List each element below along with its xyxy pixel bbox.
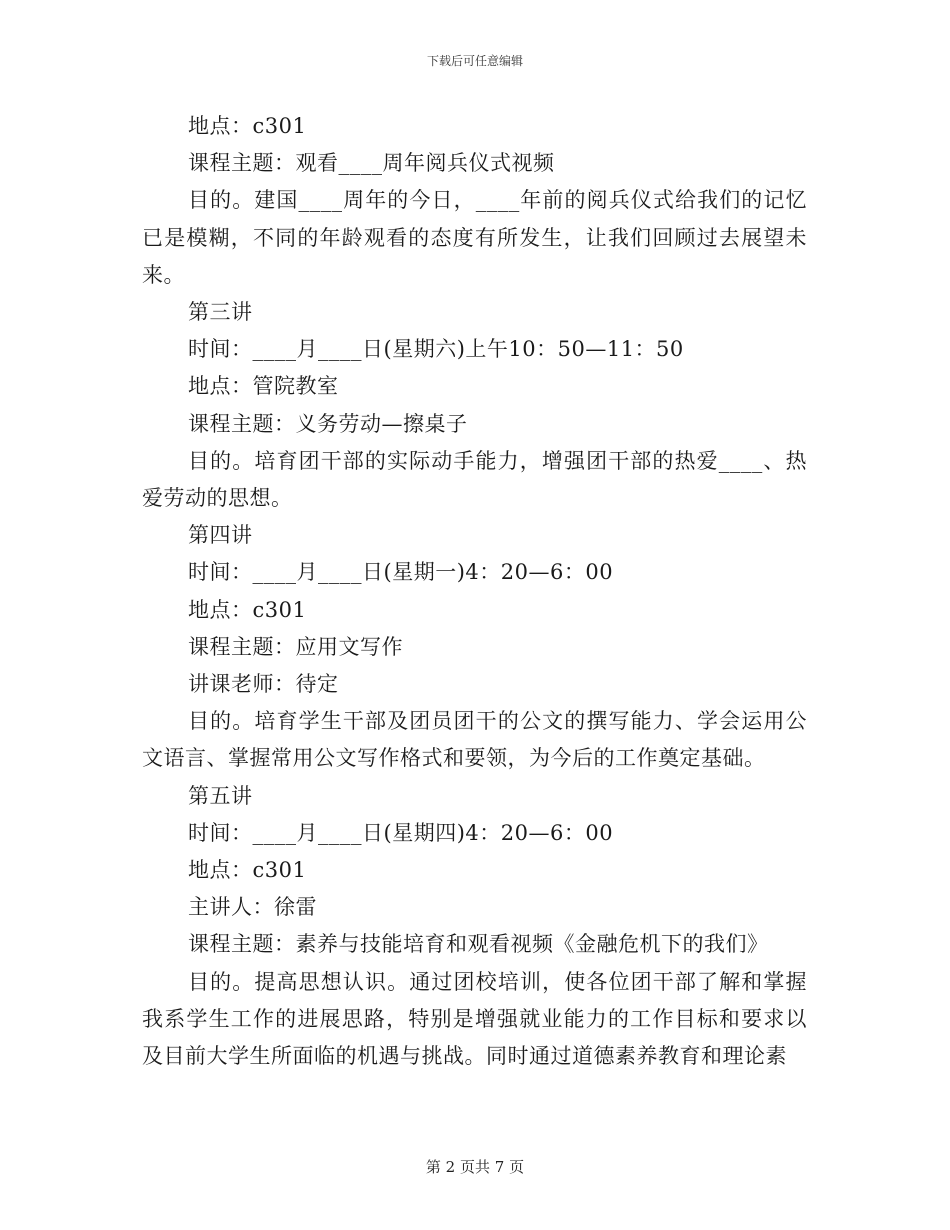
page-footer: 第 2 页共 7 页 xyxy=(425,1158,525,1176)
page-header: 下载后可任意编辑 xyxy=(426,54,523,68)
lecture-heading-5: 第五讲 xyxy=(188,783,253,808)
lecture-heading-4: 第四讲 xyxy=(188,523,253,548)
paragraph-location: 地点：管院教室 xyxy=(188,374,339,399)
document-body xyxy=(142,108,807,1075)
paragraph-purpose: 目的。提高思想认识。通过团校培训，使各位团干部了解和掌握我系学生工作的进展思路，特别是增强就业能力的工作目标和要求以及目前大学生所面临的机遇与挑战。同时通过道德素养教育和理论素 xyxy=(142,969,807,1069)
paragraph-time: 时间：____月____日(星期一)4：20—6：00 xyxy=(188,560,614,585)
paragraph-course-topic: 课程主题：义务劳动—擦桌子 xyxy=(188,411,468,436)
paragraph-location: 地点：c301 xyxy=(188,597,307,622)
paragraph-course-topic: 课程主题：素养与技能培育和观看视频《金融危机下的我们》 xyxy=(188,932,769,957)
paragraph-course-topic: 课程主题：观看____周年阅兵仪式视频 xyxy=(188,151,555,176)
paragraph-time: 时间：____月____日(星期六)上午10：50—11：50 xyxy=(188,337,684,362)
paragraph-purpose: 目的。培育团干部的实际动手能力，增强团干部的热爱____、热爱劳动的思想。 xyxy=(142,448,807,511)
paragraph-speaker: 主讲人：徐雷 xyxy=(188,895,317,920)
paragraph-purpose: 目的。培育学生干部及团员团干的公文的撰写能力、学会运用公文语言、掌握常用公文写作格式和要领，为今后的工作奠定基础。 xyxy=(142,709,807,771)
lecture-heading-3: 第三讲 xyxy=(188,300,253,325)
paragraph-teacher: 讲课老师：待定 xyxy=(188,672,339,697)
paragraph-purpose: 目的。建国____周年的今日，____年前的阅兵仪式给我们的记忆已是模糊，不同的年龄观看的态度有所发生，让我们回顾过去展望未来。 xyxy=(142,188,807,287)
paragraph-course-topic: 课程主题：应用文写作 xyxy=(188,634,403,659)
paragraph-time: 时间：____月____日(星期四)4：20—6：00 xyxy=(188,820,614,845)
paragraph-location: 地点：c301 xyxy=(188,114,307,138)
paragraph-location: 地点：c301 xyxy=(188,858,307,883)
